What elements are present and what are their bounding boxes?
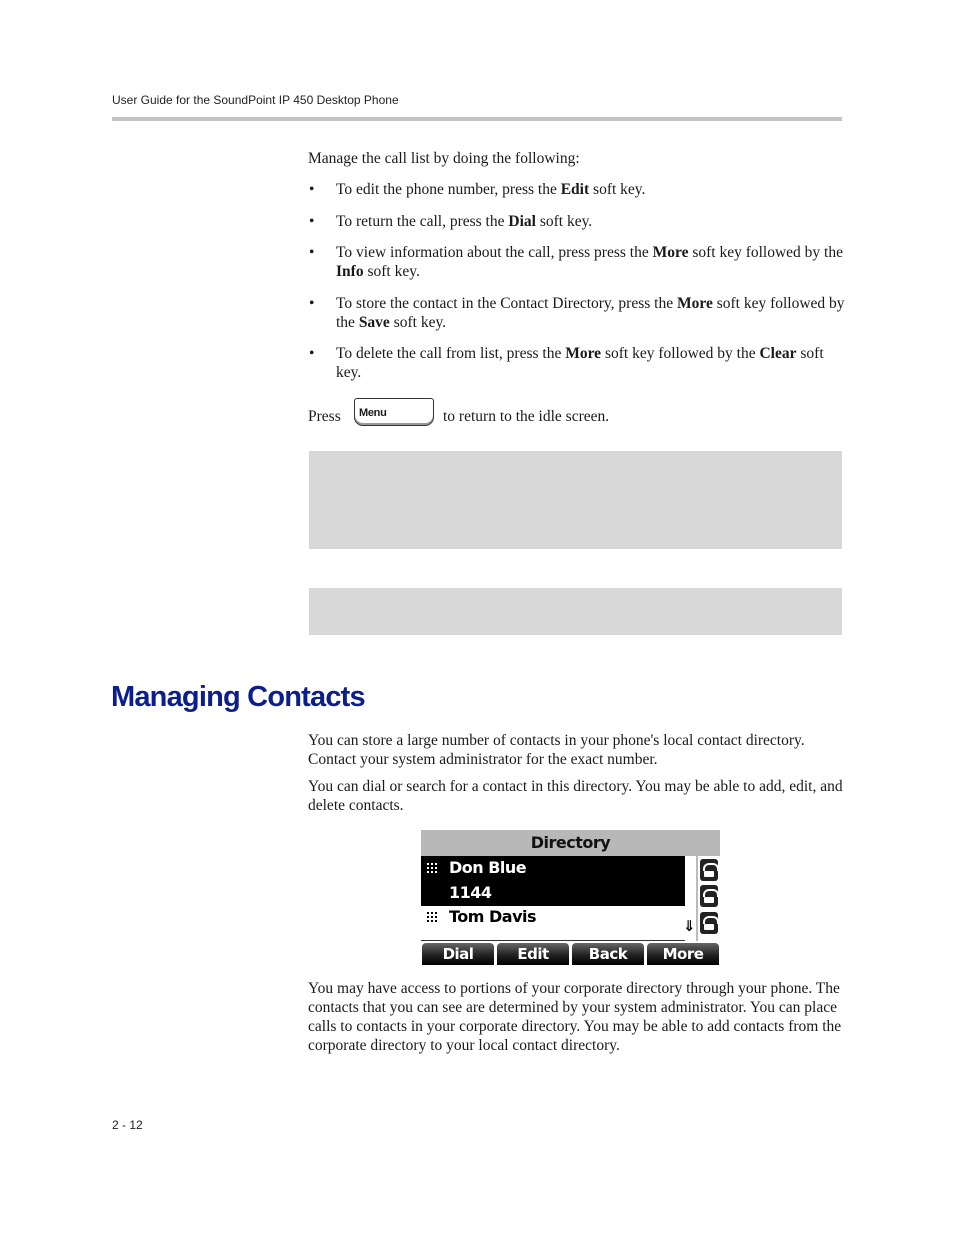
bullet-symbol: • — [309, 244, 315, 261]
scroll-down-arrow-icon: ⇓ — [683, 917, 696, 935]
softkey-dial: Dial — [422, 943, 494, 965]
list-bottom-line — [421, 940, 685, 941]
bullet-symbol: • — [309, 181, 315, 198]
paragraph: You can dial or search for a contact in this directory. You may be able to add, edit, and delete contacts. — [308, 778, 843, 814]
list-item: • To edit the phone number, press the Edit soft key. — [309, 181, 646, 198]
soft-key-name: Dial — [508, 212, 536, 230]
soft-key-name: Info — [336, 263, 364, 280]
contact-number: 1144 — [449, 883, 492, 902]
note-box — [309, 451, 842, 549]
note-box — [309, 588, 842, 635]
softkey-edit: Edit — [497, 943, 569, 965]
list-item: • To delete the call from list, press the More soft key followed by the Clear soft key. — [309, 345, 824, 381]
call-list-bullets — [308, 180, 848, 395]
soft-key-name: More — [565, 345, 602, 362]
contact-name: Don Blue — [449, 858, 527, 877]
press-menu-instruction: Press Menu to return to the idle screen. — [308, 397, 848, 433]
directory-list — [421, 856, 685, 941]
screen-title: Directory — [530, 833, 611, 852]
contact-grid-icon — [427, 863, 440, 875]
bullet-symbol: • — [309, 345, 315, 362]
section-title: Managing Contacts — [111, 681, 365, 713]
soft-key-name: Save — [358, 313, 390, 331]
menu-key-icon — [354, 398, 434, 426]
soft-key-name: Clear — [759, 345, 797, 362]
softkey-bar — [421, 942, 720, 966]
contact-name: Tom Davis — [449, 907, 537, 926]
line-handset-icon — [700, 885, 718, 907]
bullet-symbol: • — [309, 294, 315, 312]
softkey-more: More — [647, 943, 719, 965]
bullet-symbol: • — [309, 212, 315, 230]
soft-key-name: More — [652, 244, 689, 261]
page-number: 2 - 12 — [112, 1118, 143, 1132]
softkey-back: Back — [572, 943, 644, 965]
paragraph: You may have access to portions of your corporate directory through your phone. The contacts that you can see are determined by your system administrator. You can place calls to contacts in your corporate directory. You may be able to add contacts from the corporate directory to your local contact directory. — [308, 980, 842, 1054]
header-rule — [112, 117, 842, 121]
phone-directory-screen — [421, 830, 720, 966]
screen-title-bar — [421, 830, 720, 856]
line-handset-icon — [700, 859, 718, 881]
contact-grid-icon — [427, 912, 440, 924]
list-item: • To store the contact in the Contact Directory, press the More soft key followed by the Save soft key. — [309, 294, 845, 331]
soft-key-name: More — [676, 294, 713, 312]
list-item: • To return the call, press the Dial soft key. — [309, 212, 593, 230]
running-header: User Guide for the SoundPoint IP 450 Desktop Phone — [112, 93, 399, 107]
call-list-intro: Manage the call list by doing the following: — [308, 150, 580, 167]
line-handset-icon — [700, 912, 718, 934]
list-item: • To view information about the call, press press the More soft key followed by the Info soft key. — [309, 244, 843, 280]
soft-key-name: Edit — [560, 181, 590, 198]
menu-key-label: Menu — [359, 407, 387, 419]
scroll-track — [696, 856, 698, 941]
paragraph: You can store a large number of contacts in your phone's local contact directory. Contact your system administrator for the exact number. — [308, 732, 805, 768]
